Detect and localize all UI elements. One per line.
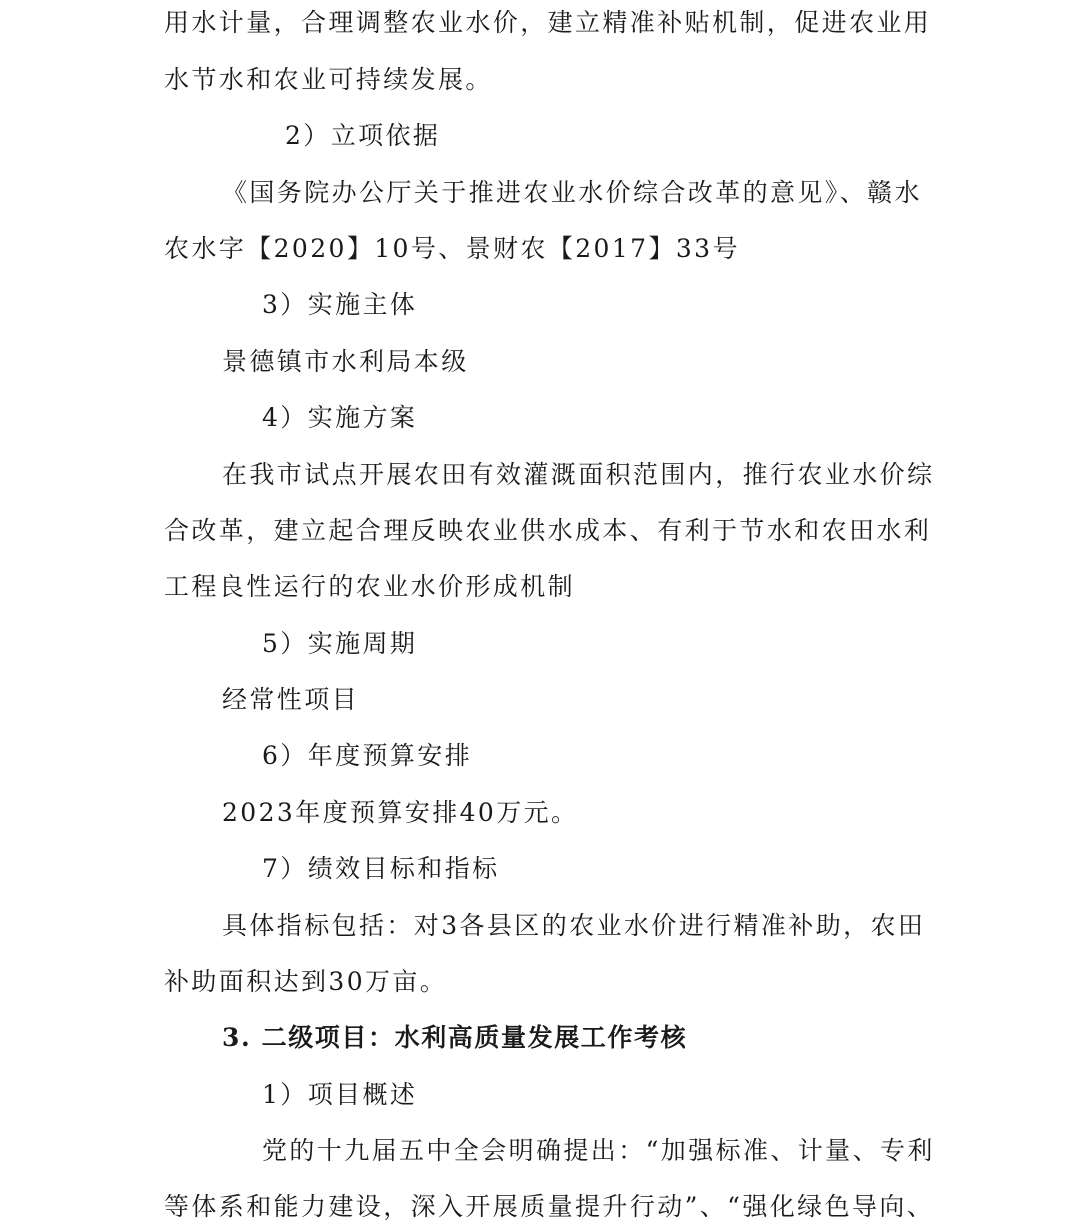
section-heading: 3. 二级项目：水利高质量发展工作考核 [222,1023,688,1052]
paragraph-line: 景德镇市水利局本级 [222,347,469,376]
subheading-implementer: 3）实施主体 [262,290,418,319]
paragraph-line: 合改革，建立起合理反映农业供水成本、有利于节水和农田水利 [164,516,932,545]
paragraph-line: 具体指标包括：对3各县区的农业水价进行精准补助，农田 [222,911,926,940]
paragraph-line: 经常性项目 [222,685,360,714]
paragraph-line: 补助面积达到30万亩。 [164,967,448,996]
paragraph-line: 党的十九届五中全会明确提出：“加强标准、计量、专利 [262,1136,935,1165]
paragraph-line: 水节水和农业可持续发展。 [164,65,493,94]
paragraph-line: 农水字【2020】10号、景财农【2017】33号 [164,234,740,263]
subheading-budget: 6）年度预算安排 [262,741,473,770]
paragraph-line: 2023年度预算安排40万元。 [222,798,579,827]
paragraph-line: 在我市试点开展农田有效灌溉面积范围内，推行农业水价综 [222,460,935,489]
subheading-targets: 7）绩效目标和指标 [262,854,500,883]
subheading-plan: 4）实施方案 [262,403,418,432]
subheading-overview: 1）项目概述 [262,1080,418,1109]
paragraph-line: 工程良性运行的农业水价形成机制 [164,572,576,601]
subheading-period: 5）实施周期 [262,629,418,658]
paragraph-line: 用水计量，合理调整农业水价，建立精准补贴机制，促进农业用 [164,8,932,37]
paragraph-line: 等体系和能力建设，深入开展质量提升行动”、“强化绿色导向、 [164,1192,935,1221]
subheading-basis: 2）立项依据 [285,121,441,150]
paragraph-line: 《国务院办公厅关于推进农业水价综合改革的意见》、赣水 [222,178,922,207]
